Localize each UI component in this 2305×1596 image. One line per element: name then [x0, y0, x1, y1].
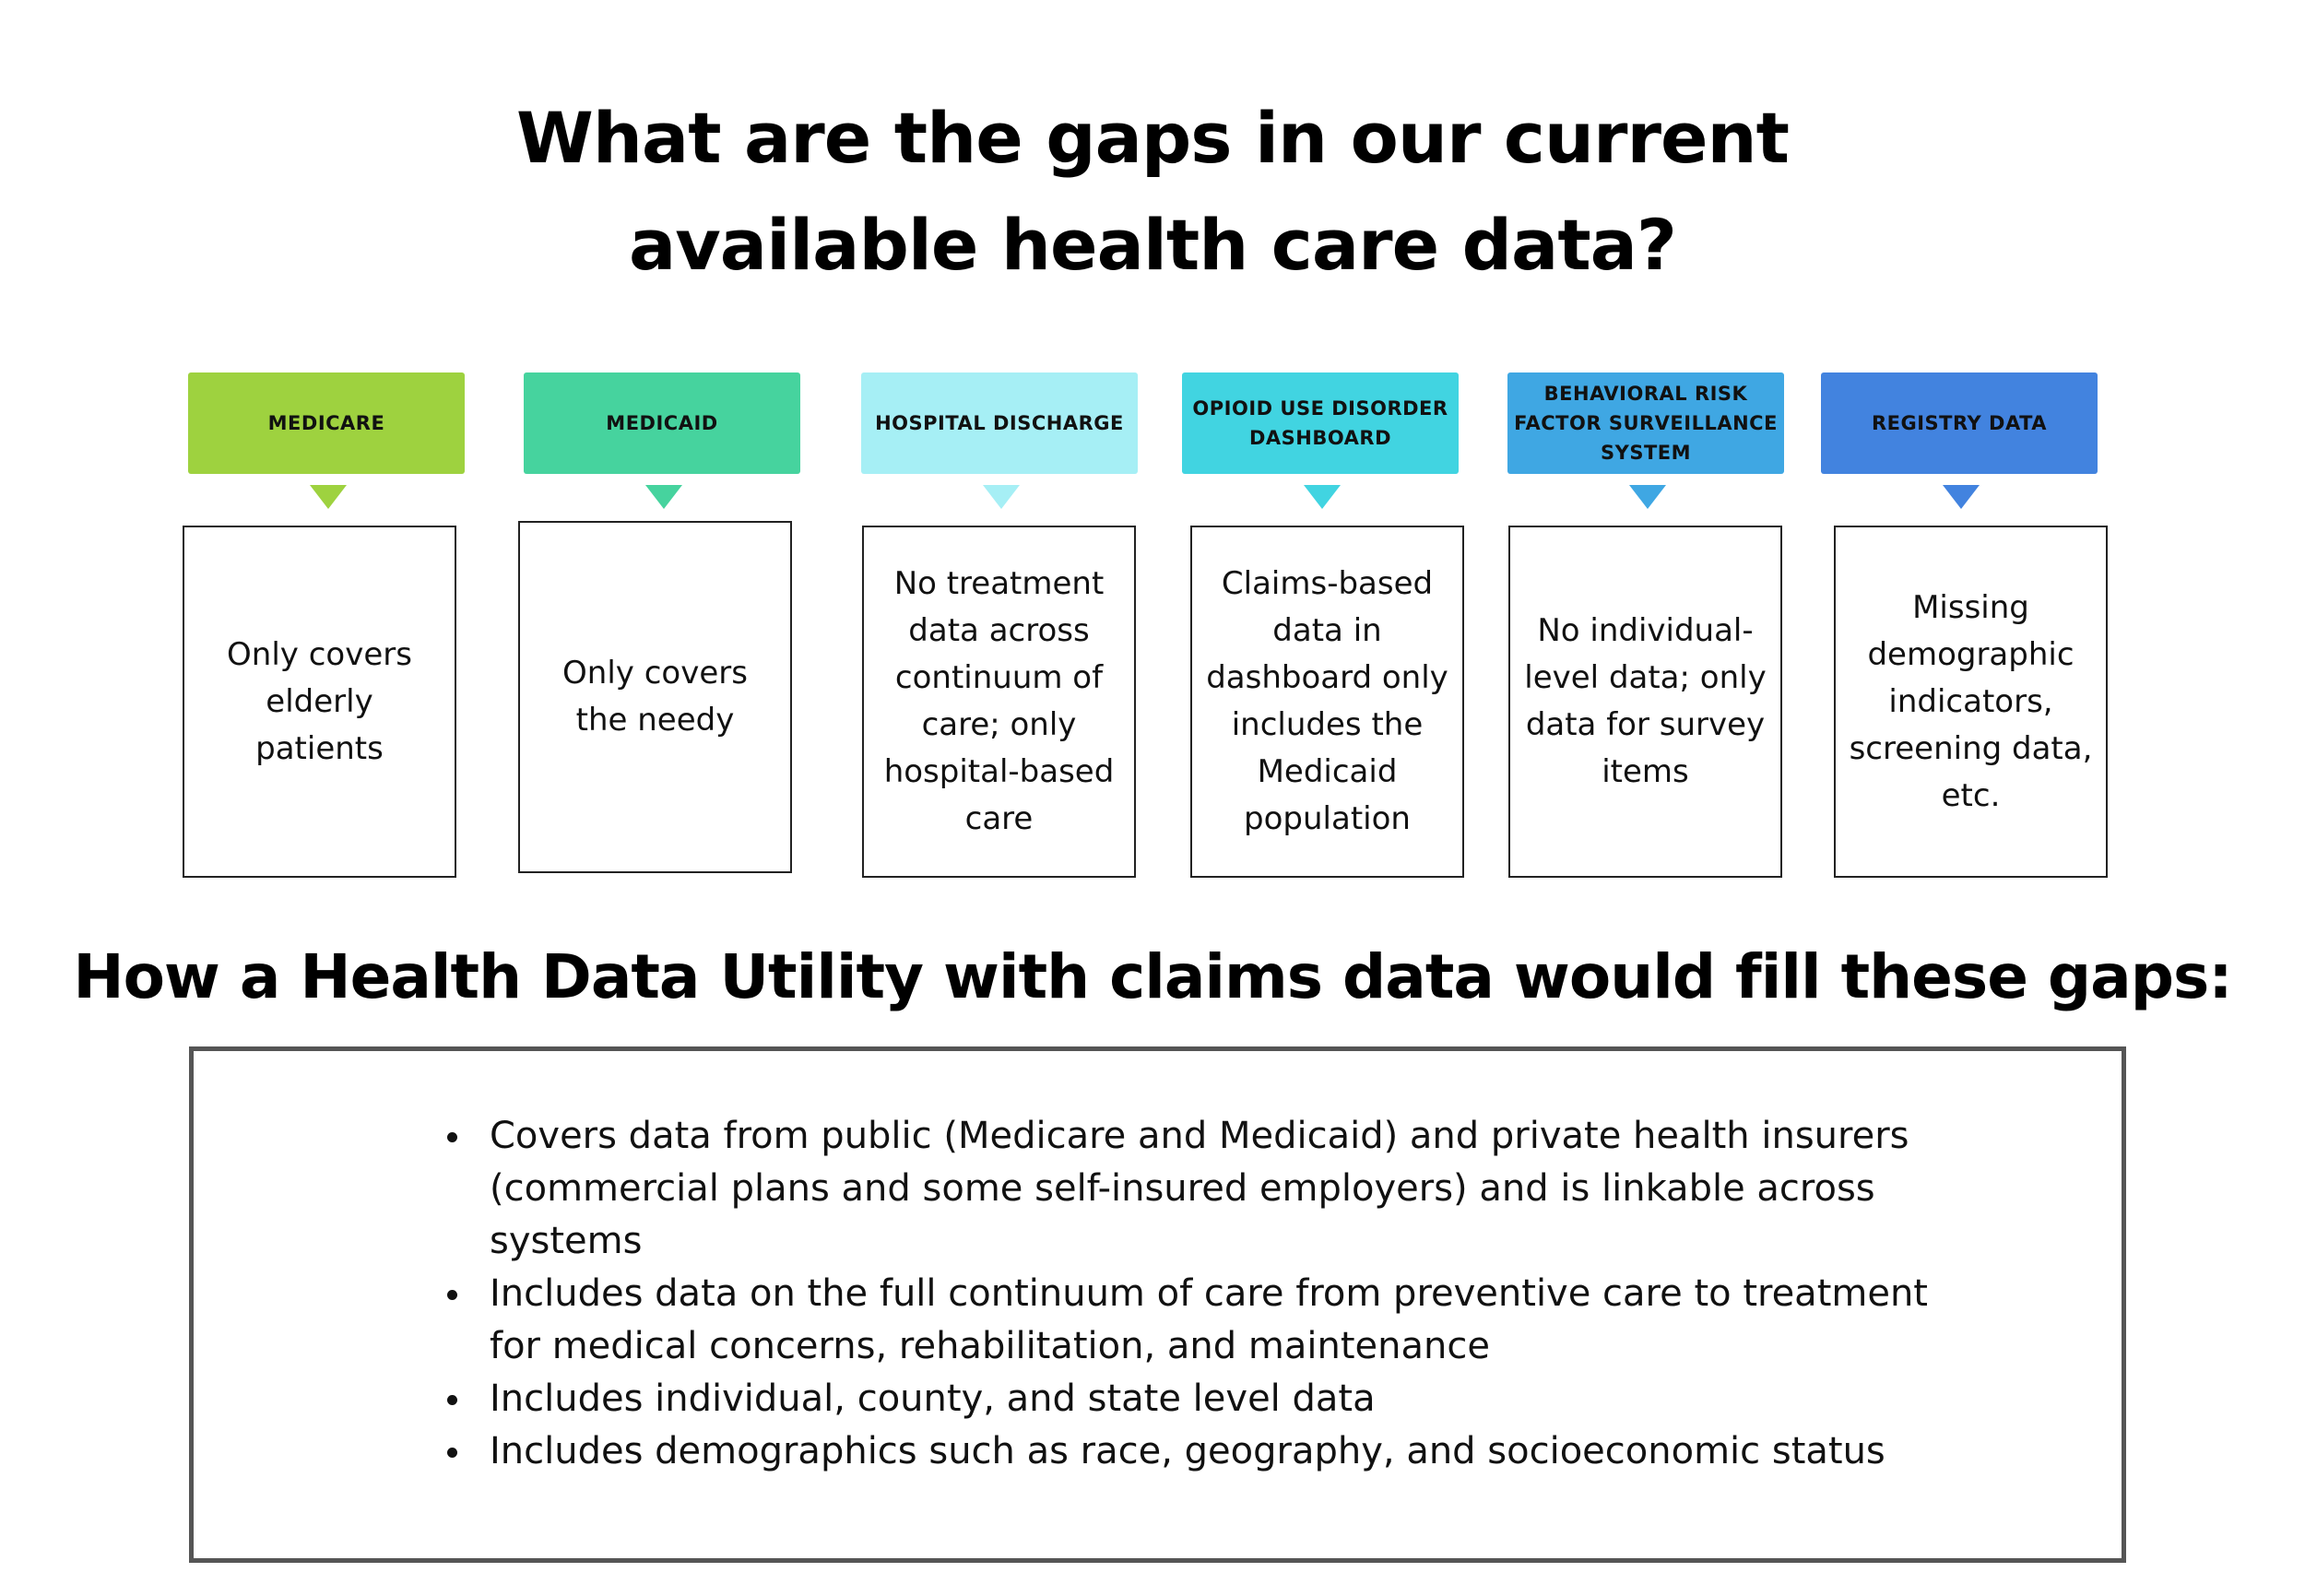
- gap-box: No individual-level data; only data for survey items: [1508, 526, 1782, 878]
- gap-box: No treatment data across continuum of care; only hospital-based care: [862, 526, 1136, 878]
- source-label: MEDICAID: [524, 372, 800, 474]
- source-label: HOSPITAL DISCHARGE: [861, 372, 1138, 474]
- gap-box: Missing demographic indicators, screening data, etc.: [1834, 526, 2108, 878]
- gap-box: Only covers the needy: [518, 521, 792, 873]
- down-arrow-icon: [310, 485, 347, 509]
- gap-box: Claims-based data in dashboard only includes the Medicaid population: [1190, 526, 1464, 878]
- down-arrow-icon: [1943, 485, 1980, 509]
- main-title-line-2: available health care data?: [628, 204, 1677, 286]
- source-opioid-use-disorder-dashboard: [1182, 372, 1459, 878]
- down-arrow-icon: [983, 485, 1020, 509]
- list-item: Includes demographics such as race, geography, and socioeconomic status: [447, 1425, 1978, 1478]
- fill-gaps-list: [447, 1110, 1978, 1478]
- down-arrow-icon: [1304, 485, 1341, 509]
- source-medicaid: [524, 372, 800, 878]
- list-item: Includes data on the full continuum of care from preventive care to treatment for medical concerns, rehabilitation, and maintenance: [447, 1268, 1978, 1373]
- down-arrow-icon: [1629, 485, 1666, 509]
- source-hospital-discharge: [861, 372, 1138, 878]
- fill-gaps-box: [189, 1046, 2126, 1563]
- main-title: [0, 85, 2305, 299]
- source-label: BEHAVIORAL RISK FACTOR SURVEILLANCE SYSTEM: [1507, 372, 1784, 474]
- main-title-line-1: What are the gaps in our current: [516, 97, 1789, 179]
- source-registry-data: [1821, 372, 2098, 878]
- source-label: MEDICARE: [188, 372, 465, 474]
- list-item: Covers data from public (Medicare and Medicaid) and private health insurers (commercial plans and some self-insured employers) and is linkable across systems: [447, 1110, 1978, 1268]
- list-item: Includes individual, county, and state level data: [447, 1373, 1978, 1425]
- source-label: OPIOID USE DISORDER DASHBOARD: [1182, 372, 1459, 474]
- source-medicare: [188, 372, 465, 878]
- source-behavioral-risk-factor-surveillance-system: [1507, 372, 1784, 878]
- down-arrow-icon: [645, 485, 682, 509]
- source-label: REGISTRY DATA: [1821, 372, 2098, 474]
- gap-box: Only covers elderly patients: [183, 526, 456, 878]
- fill-gaps-title: How a Health Data Utility with claims data would fill these gaps:: [73, 941, 2232, 1012]
